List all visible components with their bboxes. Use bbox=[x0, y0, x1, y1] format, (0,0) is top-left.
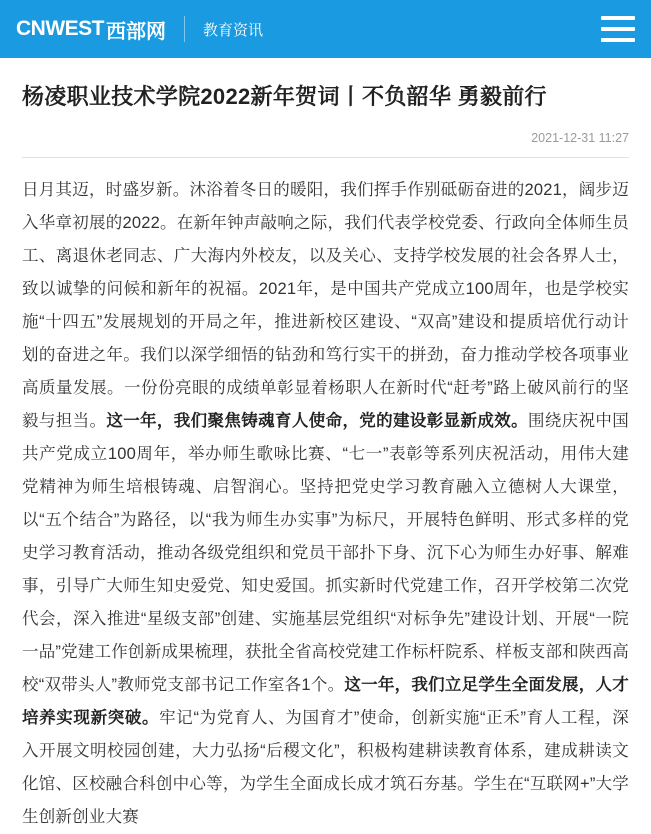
logo-text-en: CNWEST bbox=[16, 17, 104, 40]
article-text-emphasis: 这一年，我们聚焦铸魂育人使命，党的建设彰显新成效。 bbox=[106, 412, 528, 430]
site-header bbox=[0, 0, 651, 58]
site-logo[interactable] bbox=[16, 14, 166, 44]
hamburger-bar-3 bbox=[601, 38, 635, 42]
article-meta bbox=[22, 129, 629, 157]
hamburger-menu-icon[interactable] bbox=[601, 16, 635, 42]
publish-timestamp: 2021-12-31 11:27 bbox=[531, 131, 629, 145]
channel-label[interactable]: 教育资讯 bbox=[203, 21, 264, 39]
article-body bbox=[22, 174, 629, 834]
article-text-run: 日月其迈，时盛岁新。沐浴着冬日的暖阳，我们挥手作别砥砺奋进的2021，阔步迈入华章初展的2022。在新年钟声敲响之际，我们代表学校党委、行政向全体师生员工、离退休老同志、广大海内外校友，以及关心、支持学校发展的社会各界人士，致以诚挚的问候和新年的祝福。2021年，是中国共产党成立100周年，也是学校实施“十四五”发展规划的开局之年，推进新校区建设、“双高”建设和提质培优行动计划的奋进之年。我们以深学细悟的钻劲和笃行实干的拼劲，奋力推动学校各项事业高质量发展。一份份亮眼的成绩单彰显着杨职人在新时代“赶考”路上破风前行的坚毅与担当。 bbox=[22, 181, 629, 430]
header-rule bbox=[22, 157, 629, 158]
article-text-run: 牢记“为党育人、为国育才”使命，创新实施“正禾”育人工程，深入开展文明校园创建，大力弘扬“后稷文化”，积极构建耕读教育体系，建成耕读文化馆、区校融合科创中心等，为学生全面成长成才筑石夯基。学生在“互联网+”大学生创新创业大赛 bbox=[22, 709, 629, 826]
header-divider bbox=[184, 16, 185, 42]
article-paragraph bbox=[22, 174, 629, 834]
hamburger-bar-2 bbox=[601, 27, 635, 31]
logo-text-cn: 西部网 bbox=[106, 20, 166, 43]
article-container bbox=[0, 80, 651, 834]
hamburger-bar-1 bbox=[601, 16, 635, 20]
page-title: 杨凌职业技术学院2022新年贺词丨不负韶华 勇毅前行 bbox=[22, 84, 547, 109]
article-text-emphasis: 这一年，我们立足学生全面发展，人才培养实现新突破。 bbox=[22, 676, 629, 727]
article-text-run: 围绕庆祝中国共产党成立100周年，举办师生歌咏比赛、“七一”表彰等系列庆祝活动，用伟大建党精神为师生培根铸魂、启智润心。坚持把党史学习教育融入立德树人大课堂，以“五个结合”为路径，以“我为师生办实事”为标尺，开展特色鲜明、形式多样的党史学习教育活动，推动各级党组织和党员干部扑下身、沉下心为师生办好事、解难事，引导广大师生知史爱党、知史爱国。抓实新时代党建工作，召开学校第二次党代会，深入推进“星级支部”创建、实施基层党组织“对标争先”建设计划、开展“一院一品”党建工作创新成果梳理，获批全省高校党建工作标杆院系、样板支部和陕西高校“双带头人”教师党支部书记工作室各1个。 bbox=[22, 412, 629, 694]
